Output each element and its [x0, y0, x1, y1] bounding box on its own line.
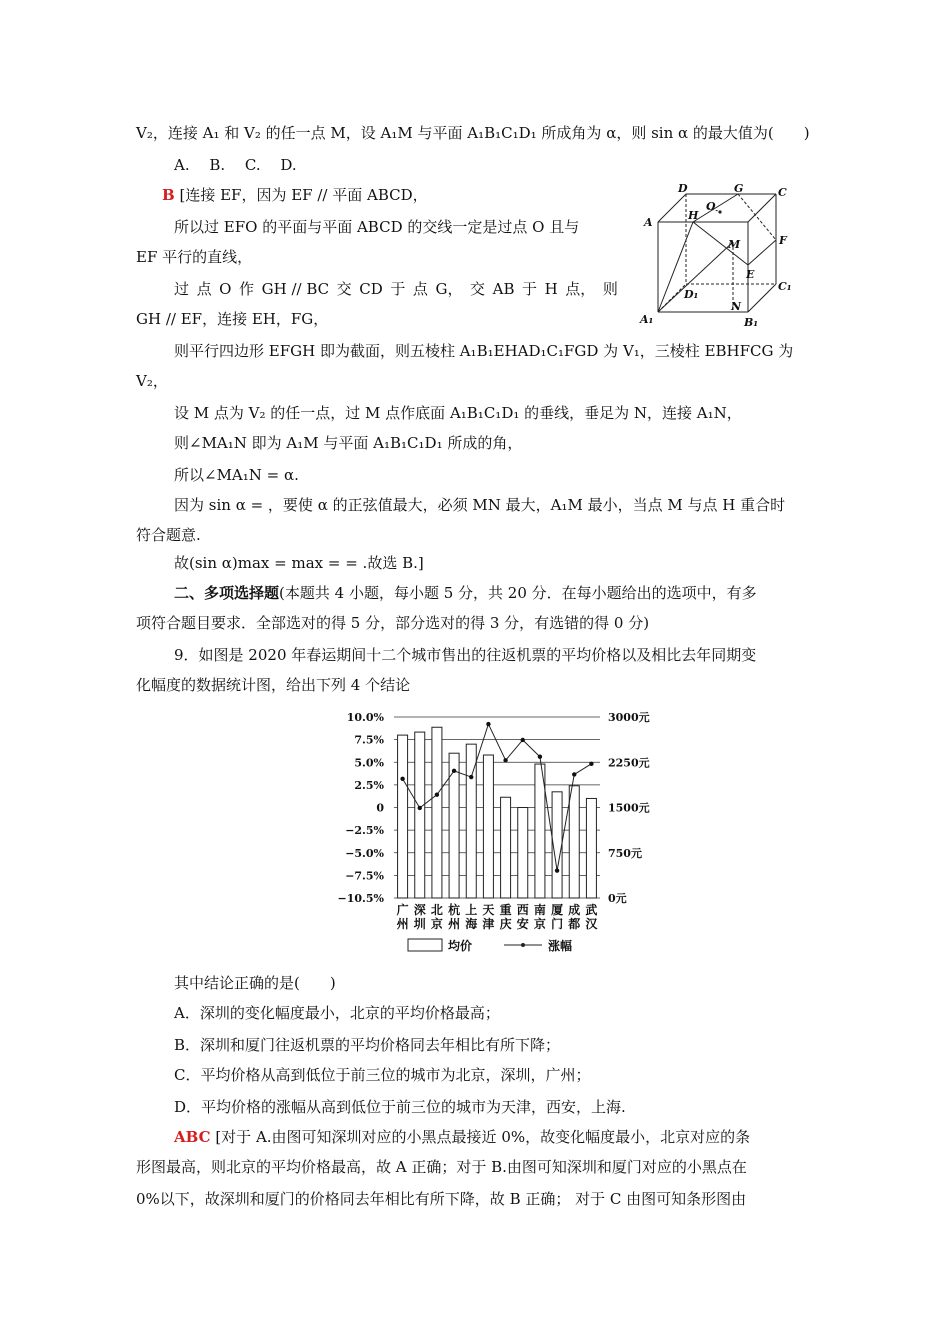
left-tick-label: 5.0%: [354, 756, 384, 770]
change-point: [452, 769, 456, 773]
category-label: 广: [396, 903, 409, 917]
bar-avg-price: [398, 735, 408, 898]
legend-bar-swatch: [408, 939, 442, 951]
price-chart: [336, 705, 676, 967]
edge: [658, 194, 686, 222]
legend-label-change: 涨幅: [548, 939, 573, 953]
category-label: 西: [516, 903, 529, 917]
solution-line: 则平行四边形 EFGH 即为截面，则五棱柱 A₁B₁EHAD₁C₁FGD 为 V₁，三棱柱 EBHFCG 为: [174, 342, 794, 360]
change-line: [403, 724, 592, 871]
q9-option-a: A．深圳的变化幅度最小，北京的平均价格最高；: [174, 1004, 500, 1022]
section-2-heading: [174, 582, 854, 604]
line-A1M: [658, 242, 733, 312]
change-point: [435, 792, 439, 796]
change-point: [589, 762, 593, 766]
solution-line: EF 平行的直线，: [136, 248, 253, 266]
category-label: 杭: [448, 903, 461, 917]
change-point: [486, 722, 490, 726]
left-tick-label: −7.5%: [345, 869, 384, 883]
bar-avg-price: [569, 786, 579, 898]
q8-stem-end: V₂，连接 A₁ 和 V₂ 的任一点 M，设 A₁M 与平面 A₁B₁C₁D₁ 所成角为 α，则 sin α 的最大值为( ): [136, 124, 810, 142]
category-label: 海: [465, 917, 478, 931]
q9-ask: 其中结论正确的是( ): [174, 974, 336, 992]
legend-label-avg: 均价: [448, 939, 473, 953]
edge: [748, 284, 776, 312]
section-title: 二、多项选择题: [174, 584, 280, 602]
label-O: O: [706, 200, 716, 213]
bar-avg-price: [586, 798, 596, 898]
label-A: A: [644, 216, 653, 229]
change-point: [555, 868, 559, 872]
solution-line: [连接 EF，因为 EF // 平面 ABCD，: [179, 186, 428, 204]
left-tick-label: 10.0%: [346, 711, 384, 724]
word: O: [219, 280, 232, 298]
label-G: G: [734, 182, 744, 195]
word: G，: [435, 280, 463, 298]
label-C1: C₁: [778, 280, 792, 293]
label-F: F: [779, 234, 787, 247]
category-label: 州: [396, 917, 409, 931]
solution-line: 所以过 EFO 的平面与平面 ABCD 的交线一定是过点 O 且与: [174, 218, 580, 236]
legend-line-dot: [521, 943, 525, 947]
category-label: 深: [413, 903, 426, 917]
left-tick-label: −10.5%: [337, 892, 384, 905]
answer-letters: ABC: [174, 1128, 211, 1146]
category-label: 汉: [585, 917, 598, 931]
left-tick-label: −5.0%: [345, 846, 384, 860]
change-point: [538, 755, 542, 759]
word: 于: [522, 280, 538, 298]
label-N: N: [731, 300, 742, 313]
solution-line: 形图最高，则北京的平均价格最高，故 A 正确；对于 B.由图可知深圳和厦门对应的小黑点在: [136, 1158, 747, 1176]
cube-figure: [638, 180, 798, 330]
q9-solution-start: [174, 1126, 854, 1148]
bar-avg-price: [483, 755, 493, 898]
solution-line: GH // EF，连接 EH，FG，: [136, 310, 329, 328]
solution-line: 故(sin α)max = max = = .故选 B.]: [174, 554, 424, 572]
answer-letter: B: [162, 186, 175, 204]
solution-line-justified: [174, 278, 618, 300]
bar-avg-price: [518, 808, 528, 899]
right-tick-label: 750元: [608, 846, 642, 860]
word: H: [544, 280, 558, 298]
word: 则: [602, 280, 618, 298]
category-label: 津: [482, 917, 495, 931]
category-label: 成: [568, 903, 581, 917]
bar-avg-price: [432, 727, 442, 898]
right-tick-label: 1500元: [608, 801, 650, 815]
right-tick-label: 2250元: [608, 756, 650, 770]
change-point: [503, 758, 507, 762]
bar-avg-price: [501, 797, 511, 898]
category-label: 北: [430, 903, 443, 917]
change-point: [469, 775, 473, 779]
category-label: 京: [430, 917, 443, 931]
right-tick-label: 0元: [608, 892, 627, 905]
left-tick-label: 0: [376, 801, 384, 815]
word: 点: [412, 280, 428, 298]
label-D: D: [678, 182, 688, 195]
change-point: [521, 738, 525, 742]
solution-line: 所以∠MA₁N = α.: [174, 466, 299, 484]
category-label: 州: [448, 917, 461, 931]
section-instructions: (本题共 4 小题，每小题 5 分，共 20 分．在每小题给出的选项中，有多: [279, 584, 757, 602]
section-instructions-cont: 项符合题目要求．全部选对的得 5 分，部分选对的得 3 分，有选错的得 0 分): [136, 614, 650, 632]
label-D1: D₁: [684, 288, 699, 301]
category-label: 重: [499, 903, 512, 917]
left-tick-label: 7.5%: [354, 733, 384, 747]
q8-options: A. B. C. D.: [174, 156, 297, 174]
category-label: 都: [568, 917, 581, 931]
left-tick-label: −2.5%: [345, 824, 384, 838]
edge: [748, 194, 776, 222]
word: 点，: [565, 280, 596, 298]
solution-line: 因为 sin α = ，要使 α 的正弦值最大，必须 MN 最大，A₁M 最小，当点 M 与点 H 重合时: [174, 496, 786, 514]
q9-option-b: B．深圳和厦门往返机票的平均价格同去年相比有所下降；: [174, 1036, 561, 1054]
bar-avg-price: [415, 732, 425, 898]
solution-line: 符合题意.: [136, 526, 201, 544]
q9-option-d: D．平均价格的涨幅从高到低位于前三位的城市为天津，西安，上海.: [174, 1098, 626, 1116]
word: GH // BC: [261, 280, 330, 298]
point-O: [718, 210, 721, 213]
line-EF: [748, 240, 776, 265]
word: CD: [359, 280, 383, 298]
bar-avg-price: [535, 764, 545, 898]
category-label: 天: [482, 903, 495, 917]
word: 过: [174, 280, 190, 298]
word: 交: [470, 280, 486, 298]
word: 于: [390, 280, 406, 298]
word: 交: [336, 280, 352, 298]
label-M: M: [728, 238, 741, 251]
line-GF: [738, 194, 776, 240]
left-tick-label: 2.5%: [354, 778, 384, 792]
solution-line: 则∠MA₁N 即为 A₁M 与平面 A₁B₁C₁D₁ 所成的角，: [174, 434, 523, 452]
q9-stem: 9．如图是 2020 年春运期间十二个城市售出的往返机票的平均价格以及相比去年同期变: [174, 646, 757, 664]
category-label: 安: [516, 917, 529, 931]
change-point: [400, 777, 404, 781]
change-point: [572, 772, 576, 776]
category-label: 南: [533, 903, 546, 917]
category-label: 京: [533, 917, 546, 931]
category-label: 上: [465, 903, 478, 917]
solution-line: 设 M 点为 V₂ 的任一点，过 M 点作底面 A₁B₁C₁D₁ 的垂线，垂足为 N，连接 A₁N，: [174, 404, 742, 422]
category-label: 庆: [499, 917, 512, 931]
label-H: H: [688, 209, 699, 222]
label-A1: A₁: [640, 313, 654, 326]
q9-stem-cont: 化幅度的数据统计图，给出下列 4 个结论: [136, 676, 411, 694]
right-tick-label: 3000元: [608, 711, 650, 724]
category-label: 门: [551, 917, 564, 931]
label-C: C: [778, 186, 787, 199]
word: AB: [492, 280, 515, 298]
label-E: E: [746, 268, 755, 281]
category-label: 厦: [551, 903, 564, 917]
q9-option-c: C．平均价格从高到低位于前三位的城市为北京，深圳，广州；: [174, 1066, 591, 1084]
solution-line: [对于 A.由图可知深圳对应的小黑点最接近 0%，故变化幅度最小，北京对应的条: [215, 1128, 751, 1146]
word: 作: [239, 280, 255, 298]
solution-line: 0%以下，故深圳和厦门的价格同去年相比有所下降，故 B 正确； 对于 C 由图可知条形图由: [136, 1190, 747, 1208]
word: 点: [196, 280, 212, 298]
category-label: 圳: [413, 917, 426, 931]
solution-line: V₂，: [136, 372, 168, 390]
category-label: 武: [585, 903, 598, 917]
label-B1: B₁: [744, 316, 759, 329]
change-point: [418, 806, 422, 810]
